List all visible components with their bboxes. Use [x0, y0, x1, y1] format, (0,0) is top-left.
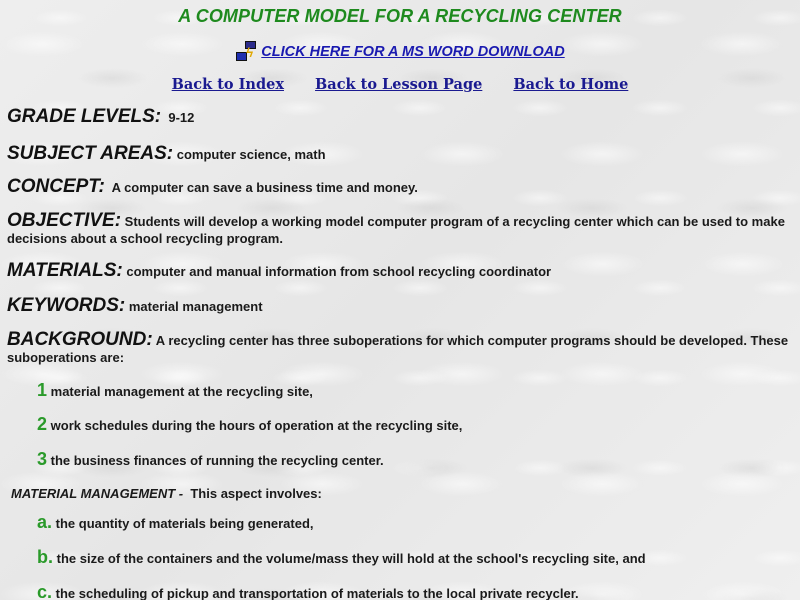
objective-value: Students will develop a working model computer program of a recycling center which can be used to make decisions about a school recycling program. [7, 214, 785, 246]
item-text: material management at the recycling site, [50, 384, 313, 399]
grade-levels-label: GRADE LEVELS: [7, 106, 162, 127]
download-row [0, 40, 800, 62]
item-text: the scheduling of pickup and transportation of materials to the local private recycler. [55, 586, 579, 600]
materials-value: computer and manual information from school recycling coordinator [126, 264, 552, 279]
keywords-section [7, 297, 797, 315]
item-text: the quantity of materials being generated, [55, 516, 314, 531]
keywords-value: material management [128, 299, 263, 314]
subject-areas-label: SUBJECT AREAS: [7, 143, 174, 164]
item-text: the size of the containers and the volume/mass they will hold at the school's recycling site, and [56, 551, 646, 566]
grade-levels-value: 9-12 [168, 110, 195, 125]
item-text: the business finances of running the recycling center. [50, 453, 384, 468]
ms-word-download-link[interactable]: CLICK HERE FOR A MS WORD DOWNLOAD [261, 44, 565, 60]
item-letter: c. [37, 582, 53, 600]
material-management-intro: This aspect involves: [190, 486, 322, 501]
suboperation-item [37, 416, 462, 434]
back-to-lesson-page-link[interactable]: Back to Lesson Page [315, 76, 483, 93]
objective-section [7, 212, 797, 247]
item-number: 2 [37, 414, 48, 434]
objective-label: OBJECTIVE: [7, 210, 122, 231]
page-title: A COMPUTER MODEL FOR A RECYCLING CENTER [178, 6, 622, 26]
keywords-label: KEYWORDS: [7, 295, 126, 316]
subject-areas-value: computer science, math [176, 147, 326, 162]
background-section [7, 331, 797, 366]
item-letter: b. [37, 547, 53, 567]
grade-levels-section [7, 108, 797, 126]
material-management-heading [11, 486, 322, 501]
item-number: 3 [37, 449, 48, 469]
subject-areas-section [7, 145, 797, 163]
material-management-label: MATERIAL MANAGEMENT - [11, 486, 184, 501]
suboperation-item [37, 451, 384, 469]
item-letter: a. [37, 512, 53, 532]
back-to-index-link[interactable]: Back to Index [171, 76, 284, 93]
background-value: A recycling center has three suboperations for which computer programs should be developed. These suboperations are: [7, 333, 789, 365]
suboperation-item [37, 382, 313, 400]
back-to-home-link[interactable]: Back to Home [513, 76, 629, 93]
concept-section [7, 178, 797, 196]
concept-value: A computer can save a business time and money. [111, 180, 418, 195]
materials-section [7, 262, 797, 280]
background-label: BACKGROUND: [7, 329, 153, 350]
material-management-item [37, 514, 314, 532]
materials-label: MATERIALS: [7, 260, 123, 281]
item-text: work schedules during the hours of operation at the recycling site, [50, 418, 463, 433]
network-computers-icon[interactable]: ϟ [235, 40, 259, 62]
material-management-item [37, 584, 579, 600]
nav-links [0, 76, 800, 93]
concept-label: CONCEPT: [7, 176, 105, 197]
material-management-item [37, 549, 646, 567]
item-number: 1 [37, 380, 48, 400]
